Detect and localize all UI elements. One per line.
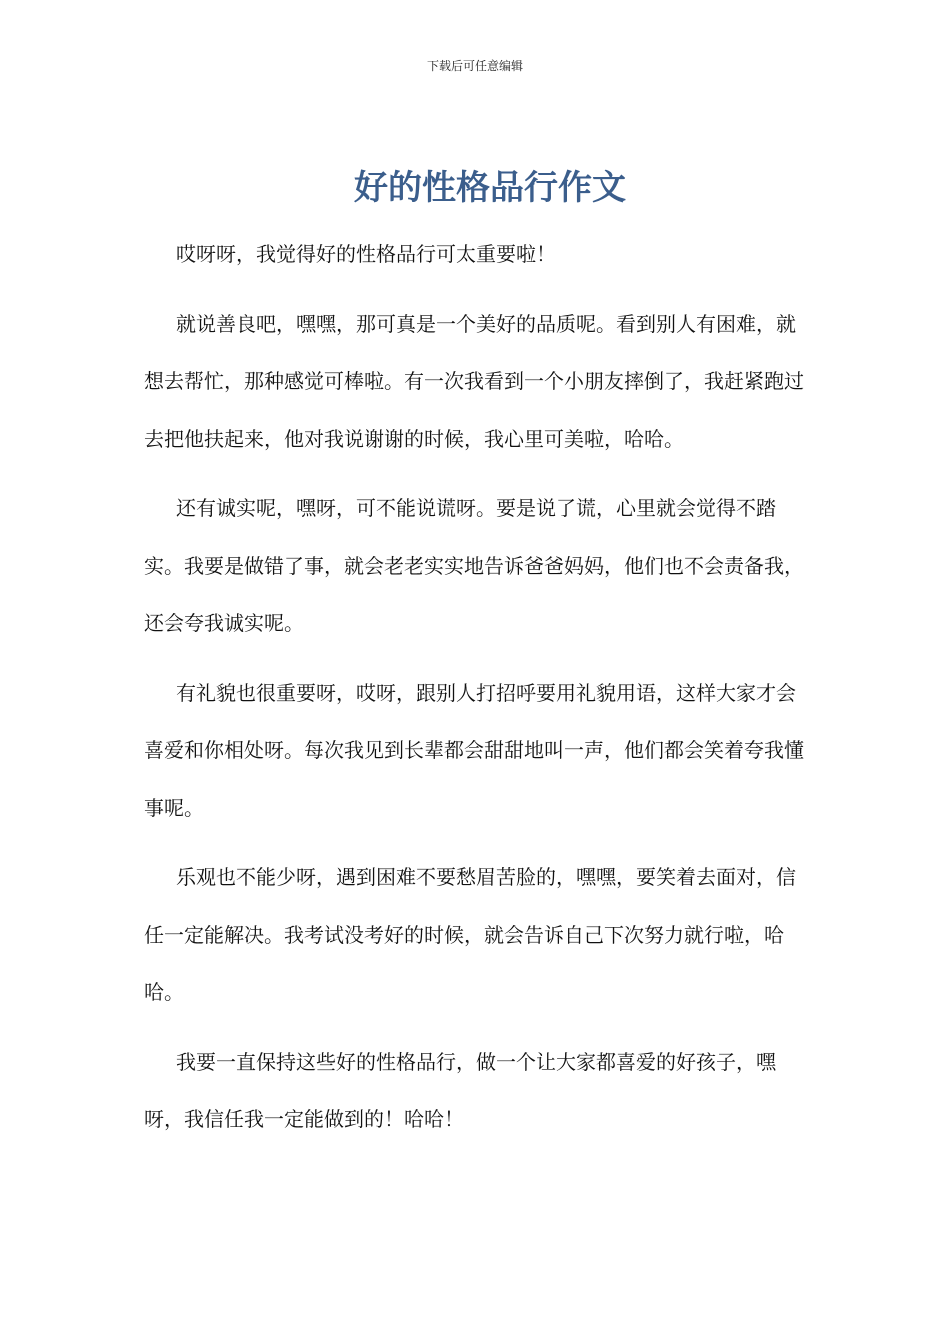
paragraph-6: 我要一直保持这些好的性格品行，做一个让大家都喜爱的好孩子，嘿呀，我信任我一定能做到的！哈哈！ [144,1049,776,1131]
paragraph-1: 哎呀呀，我觉得好的性格品行可太重要啦！ [176,242,556,266]
paragraph-5: 乐观也不能少呀，遇到困难不要愁眉苦脸的，嘿嘿，要笑着去面对，信任一定能解决。我考试没考好的时候，就会告诉自己下次努力就行啦，哈哈。 [144,865,796,1004]
paragraph-4: 有礼貌也很重要呀，哎呀，跟别人打招呼要用礼貌用语，这样大家才会喜爱和你相处呀。每次我见到长辈都会甜甜地叫一声，他们都会笑着夸我懂事呢。 [144,680,804,820]
paragraph-2: 就说善良吧，嘿嘿，那可真是一个美好的品质呢。看到别人有困难，就想去帮忙，那种感觉可棒啦。有一次我看到一个小朋友摔倒了，我赶紧跑过去把他扶起来，他对我说谢谢的时候，我心里可美啦，哈哈。 [144,311,804,451]
header-note: 下载后可任意编辑 [426,59,523,73]
paragraph-3: 还有诚实呢，嘿呀，可不能说谎呀。要是说了谎，心里就会觉得不踏实。我要是做错了事，就会老老实实地告诉爸爸妈妈，他们也不会责备我，还会夸我诚实呢。 [144,496,804,635]
document-body [144,226,806,1161]
document-title: 好的性格品行作文 [354,168,626,208]
